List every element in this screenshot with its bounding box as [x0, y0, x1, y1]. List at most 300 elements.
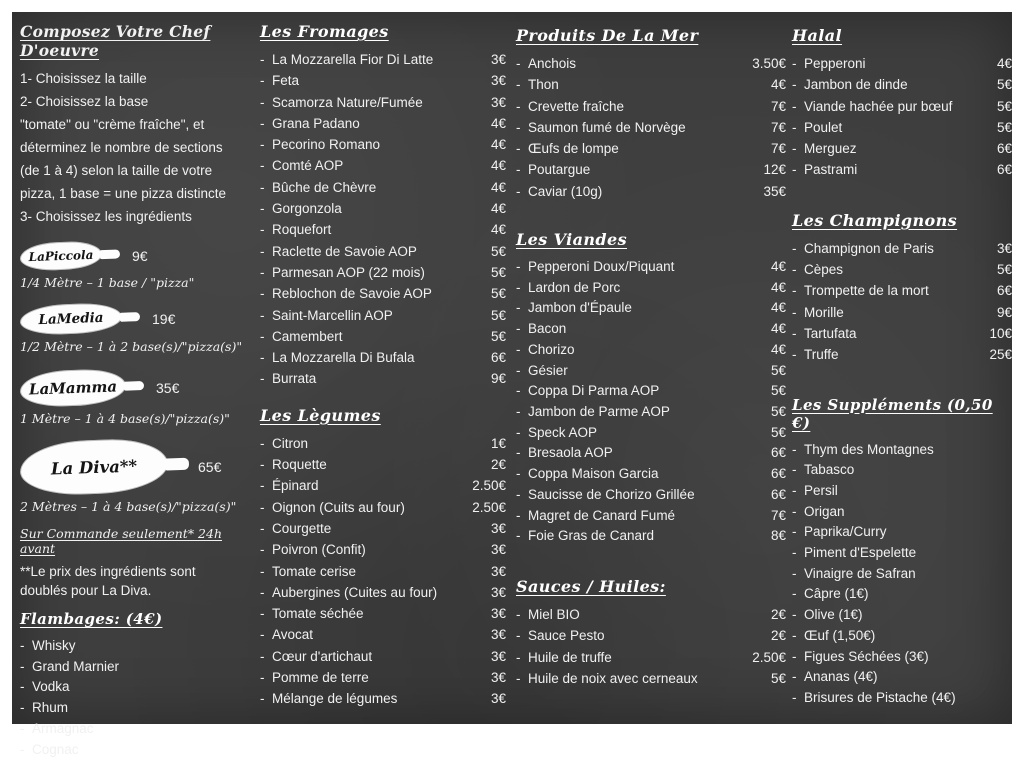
item-price: 3€	[490, 563, 506, 579]
menu-item	[516, 340, 786, 361]
item-price: 2.50€	[472, 499, 506, 515]
item-price: 2.50€	[472, 478, 506, 494]
instruction-line: (de 1 à 4) selon la taille de votre	[20, 163, 213, 178]
menu-item	[260, 92, 506, 113]
item-bullet: -	[260, 563, 265, 579]
pizza-size-mamma	[20, 370, 256, 406]
menu-item	[792, 117, 1012, 138]
item-label: Bacon	[528, 321, 567, 337]
item-label: Bresaola AOP	[528, 445, 613, 461]
menu-item	[516, 668, 786, 689]
item-price: 3€	[996, 240, 1012, 256]
item-label: Trompette de la mort	[804, 283, 929, 299]
menu-item	[792, 481, 1012, 502]
item-bullet: -	[516, 279, 521, 295]
section-sauces	[516, 604, 786, 689]
size-desc: 1/2 Mètre – 1 à 2 base(s)/"pizza(s)"	[20, 339, 243, 354]
item-bullet: -	[516, 404, 521, 419]
item-bullet: -	[260, 371, 265, 387]
item-price: 5€	[996, 262, 1012, 278]
menu-item	[792, 564, 1012, 585]
menu-item	[516, 361, 786, 382]
item-bullet: -	[260, 457, 265, 473]
item-label: Saumon fumé de Norvège	[528, 119, 686, 135]
item-bullet: -	[260, 606, 265, 622]
item-price: 3€	[490, 606, 506, 622]
item-label: Pepperoni	[804, 56, 866, 71]
compose-instructions	[20, 67, 256, 228]
item-label: Thon	[528, 77, 559, 93]
item-price: 3.50€	[752, 56, 786, 71]
menu-item	[516, 526, 786, 547]
item-label: Figues Séchées (3€)	[804, 648, 929, 664]
item-price: 6€	[770, 486, 786, 502]
item-bullet: -	[792, 462, 797, 478]
menu-item	[260, 155, 506, 176]
item-label: Pepperoni Doux/Piquant	[528, 259, 675, 275]
item-price: 10€	[989, 325, 1012, 341]
menu-item	[260, 347, 506, 368]
item-bullet: -	[516, 445, 521, 461]
item-bullet: -	[516, 649, 521, 665]
section-supplements	[792, 440, 1012, 709]
column-halal-champignons-supplements	[792, 12, 1012, 724]
item-bullet: -	[516, 98, 521, 114]
item-bullet: -	[792, 98, 797, 114]
item-bullet: -	[260, 307, 265, 323]
item-label: Camembert	[272, 328, 343, 344]
item-label: Magret de Canard Fumé	[528, 507, 676, 523]
item-bullet: -	[516, 486, 521, 502]
menu-item	[792, 280, 1012, 301]
item-price: 4€	[490, 179, 506, 195]
item-price: 6€	[770, 466, 786, 482]
menu-item	[20, 740, 256, 760]
instruction-line: "tomate" ou "crème fraîche", et	[20, 117, 205, 132]
instruction-line: pizza, 1 base = une pizza distincte	[20, 186, 227, 201]
menu-item	[260, 134, 506, 155]
menu-item	[792, 667, 1012, 688]
item-bullet: -	[260, 243, 265, 259]
item-price: 4€	[996, 56, 1012, 71]
menu-item	[260, 475, 506, 496]
item-bullet: -	[260, 94, 265, 110]
item-label: Oignon (Cuits au four)	[272, 499, 405, 515]
item-price: 3€	[490, 584, 506, 600]
item-bullet: -	[260, 648, 265, 664]
menu-item	[260, 624, 506, 645]
item-price: 35€	[763, 183, 786, 199]
item-bullet: -	[260, 286, 265, 302]
item-bullet: -	[792, 648, 797, 664]
item-label: Tomate cerise	[272, 563, 357, 579]
item-bullet: -	[260, 584, 265, 600]
order-note: Sur Commande seulement* 24h avant	[20, 526, 222, 556]
item-label: Mélange de légumes	[272, 691, 398, 707]
item-label: Huile de noix avec cerneaux	[528, 670, 698, 686]
item-label: Comté AOP	[272, 158, 344, 174]
item-price: 3€	[490, 94, 506, 110]
item-bullet: -	[260, 137, 265, 153]
item-label: Tartufata	[804, 325, 857, 341]
menu-item	[260, 646, 506, 667]
item-price: 5€	[770, 424, 786, 440]
item-label: Grana Padano	[272, 115, 360, 131]
item-bullet: -	[260, 158, 265, 174]
menu-item	[260, 518, 506, 539]
menu-item	[516, 647, 786, 668]
menu-item	[792, 323, 1012, 344]
item-bullet: -	[792, 607, 797, 623]
item-bullet: -	[792, 441, 797, 457]
item-label: Whisky	[32, 638, 76, 653]
item-label: Œuf (1,50€)	[804, 627, 876, 643]
item-label: Anchois	[528, 56, 577, 71]
chalkboard-menu	[12, 12, 1012, 757]
menu-item	[260, 49, 506, 70]
item-bullet: -	[516, 507, 521, 523]
item-bullet: -	[260, 627, 265, 643]
item-price: 25€	[989, 347, 1012, 363]
item-price: 5€	[770, 362, 786, 378]
item-bullet: -	[516, 162, 521, 178]
menu-item	[20, 698, 256, 719]
item-price: 5€	[770, 383, 786, 399]
item-label: Cœur d'artichaut	[272, 648, 373, 664]
item-price: 5€	[490, 328, 506, 344]
item-label: Saucisse de Chorizo Grillée	[528, 486, 695, 502]
menu-item	[516, 402, 786, 423]
item-label: Épinard	[272, 478, 319, 494]
item-bullet: -	[20, 658, 25, 674]
menu-item	[792, 53, 1012, 74]
item-bullet: -	[516, 77, 521, 93]
section-title-fromages: Les Fromages	[260, 22, 389, 41]
menu-item	[792, 688, 1012, 709]
item-bullet: -	[516, 119, 521, 135]
item-price: 6€	[996, 283, 1012, 299]
menu-item	[260, 241, 506, 262]
item-label: Poutargue	[528, 162, 591, 178]
menu-item	[516, 625, 786, 646]
section-title-supplements: Les Suppléments (0,50 €)	[792, 395, 993, 432]
item-bullet: -	[516, 628, 521, 644]
menu-item	[792, 605, 1012, 626]
item-bullet: -	[516, 362, 521, 378]
item-bullet: -	[260, 222, 265, 238]
item-label: Tomate séchée	[272, 606, 364, 622]
item-price: 3€	[490, 691, 506, 707]
item-price: 9€	[996, 304, 1012, 320]
item-bullet: -	[260, 264, 265, 280]
menu-item	[792, 626, 1012, 647]
item-price: 6€	[490, 350, 506, 366]
item-label: Huile de truffe	[528, 649, 612, 665]
item-price: 7€	[770, 119, 786, 135]
item-price: 6€	[996, 141, 1012, 157]
pizza-paddle-icon	[19, 437, 169, 496]
item-bullet: -	[792, 482, 797, 498]
menu-item	[516, 443, 786, 464]
item-bullet: -	[260, 328, 265, 344]
menu-item	[516, 96, 786, 117]
menu-item	[516, 257, 786, 278]
item-bullet: -	[792, 627, 797, 643]
item-bullet: -	[260, 201, 265, 217]
menu-item	[260, 368, 506, 389]
item-price: 3€	[490, 73, 506, 89]
item-label: Burrata	[272, 371, 317, 387]
item-bullet: -	[516, 141, 521, 157]
item-bullet: -	[260, 520, 265, 536]
pizza-paddle-icon	[19, 368, 126, 408]
size-price: 19€	[152, 311, 176, 327]
item-price: 3€	[490, 52, 506, 67]
price-note-line: **Le prix des ingrédients sont	[20, 564, 196, 579]
item-bullet: -	[792, 77, 797, 93]
item-label: Aubergines (Cuites au four)	[272, 584, 438, 600]
item-bullet: -	[20, 700, 25, 716]
item-bullet: -	[20, 741, 25, 757]
item-price: 9€	[490, 371, 506, 387]
item-bullet: -	[792, 304, 797, 320]
pizza-size-media	[20, 304, 256, 334]
item-price: 3€	[490, 670, 506, 686]
menu-item	[516, 506, 786, 527]
item-price: 3€	[490, 627, 506, 643]
item-bullet: -	[516, 341, 521, 357]
item-label: Courgette	[272, 520, 332, 536]
menu-item	[516, 298, 786, 319]
size-name: LaMamma	[28, 377, 118, 399]
item-label: Tabasco	[804, 462, 855, 478]
item-price: 5€	[770, 404, 786, 419]
item-bullet: -	[260, 52, 265, 67]
item-label: Pastrami	[804, 162, 858, 178]
item-price: 2€	[490, 457, 506, 473]
item-label: Merguez	[804, 141, 857, 157]
item-label: Raclette de Savoie AOP	[272, 243, 417, 259]
item-label: Poulet	[804, 119, 843, 135]
column-fromages-legumes	[260, 12, 506, 724]
item-bullet: -	[260, 179, 265, 195]
compose-title: Composez Votre Chef D'oeuvre	[20, 22, 211, 60]
item-label: Armagnac	[32, 720, 94, 736]
item-bullet: -	[516, 528, 521, 544]
pizza-size-diva	[20, 440, 256, 494]
item-price: 5€	[490, 286, 506, 302]
item-price: 8€	[770, 528, 786, 544]
menu-item	[516, 278, 786, 299]
menu-item	[260, 219, 506, 240]
item-bullet: -	[792, 325, 797, 341]
item-price: 5€	[490, 307, 506, 323]
item-bullet: -	[20, 638, 25, 653]
item-label: Piment d'Espelette	[804, 545, 917, 561]
item-price: 5€	[490, 243, 506, 259]
item-bullet: -	[516, 424, 521, 440]
menu-item	[516, 117, 786, 138]
menu-item	[792, 543, 1012, 564]
item-label: Reblochon de Savoie AOP	[272, 286, 432, 302]
item-bullet: -	[260, 115, 265, 131]
item-bullet: -	[792, 162, 797, 178]
price-note-line: doublés pour La Diva.	[20, 583, 152, 598]
item-label: Roquefort	[272, 222, 332, 238]
item-label: Câpre (1€)	[804, 586, 869, 602]
menu-item	[516, 319, 786, 340]
menu-item	[20, 657, 256, 678]
item-price: 3€	[490, 542, 506, 558]
item-label: Rhum	[32, 700, 69, 716]
section-title-legumes: Les Lègumes	[260, 405, 381, 425]
item-bullet: -	[20, 720, 25, 736]
menu-item	[20, 677, 256, 698]
menu-item	[260, 433, 506, 454]
item-label: Bûche de Chèvre	[272, 179, 377, 195]
pizza-paddle-icon	[20, 302, 123, 336]
item-label: Parmesan AOP (22 mois)	[272, 264, 425, 280]
menu-item	[792, 440, 1012, 461]
item-label: Sauce Pesto	[528, 628, 605, 644]
item-bullet: -	[792, 565, 797, 581]
item-label: Crevette fraîche	[528, 98, 625, 114]
item-label: Vinaigre de Safran	[804, 565, 916, 581]
item-bullet: -	[516, 466, 521, 482]
item-label: Paprika/Curry	[804, 524, 887, 540]
item-label: Gorgonzola	[272, 201, 342, 217]
item-bullet: -	[792, 262, 797, 278]
menu-item	[792, 96, 1012, 117]
item-label: Miel BIO	[528, 606, 580, 622]
item-price: 2€	[770, 606, 786, 622]
size-price: 35€	[156, 380, 180, 396]
item-label: Jambon d'Épaule	[528, 300, 632, 316]
menu-item	[260, 497, 506, 518]
item-bullet: -	[792, 347, 797, 363]
menu-item	[792, 159, 1012, 180]
item-bullet: -	[260, 499, 265, 515]
menu-item	[516, 381, 786, 402]
size-name: LaPiccola	[28, 247, 94, 265]
section-title-flambages: Flambages: (4€)	[20, 610, 163, 628]
menu-item	[260, 198, 506, 219]
item-bullet: -	[516, 300, 521, 316]
price-note	[20, 562, 256, 600]
item-label: Cèpes	[804, 262, 844, 278]
menu-item	[792, 302, 1012, 323]
item-price: 3€	[490, 648, 506, 664]
menu-item	[792, 74, 1012, 95]
size-name: La Diva**	[50, 456, 138, 478]
item-price: 7€	[770, 141, 786, 157]
item-label: Persil	[804, 482, 838, 498]
menu-item	[516, 485, 786, 506]
item-bullet: -	[792, 545, 797, 561]
item-bullet: -	[516, 321, 521, 337]
section-flambages	[20, 636, 256, 760]
size-desc: 1 Mètre – 1 à 4 base(s)/"pizza(s)"	[20, 411, 230, 426]
menu-item	[260, 688, 506, 709]
item-bullet: -	[260, 478, 265, 494]
item-price: 4€	[490, 158, 506, 174]
item-label: Pomme de terre	[272, 670, 369, 686]
item-label: Origan	[804, 503, 845, 519]
item-price: 4€	[770, 279, 786, 295]
item-label: Brisures de Pistache (4€)	[804, 690, 956, 705]
item-price: 5€	[770, 670, 786, 686]
item-label: Coppa Di Parma AOP	[528, 383, 660, 399]
item-bullet: -	[792, 119, 797, 135]
section-mer	[516, 53, 786, 202]
menu-item	[516, 464, 786, 485]
section-title-viandes: Les Viandes	[516, 230, 627, 250]
item-price: 5€	[996, 98, 1012, 114]
instruction-line: 3- Choisissez les ingrédients	[20, 209, 192, 224]
section-title-mer: Produits De La Mer	[516, 26, 699, 45]
item-bullet: -	[20, 679, 25, 695]
item-bullet: -	[792, 524, 797, 540]
item-bullet: -	[516, 183, 521, 199]
item-label: Œufs de lompe	[528, 141, 619, 157]
size-price: 9€	[132, 248, 148, 264]
section-viandes	[516, 257, 786, 547]
menu-item	[260, 582, 506, 603]
item-bullet: -	[792, 586, 797, 602]
size-price: 65€	[198, 459, 222, 475]
item-bullet: -	[516, 56, 521, 71]
menu-item	[20, 719, 256, 740]
menu-item	[792, 502, 1012, 523]
item-bullet: -	[260, 350, 265, 366]
item-price: 5€	[996, 119, 1012, 135]
item-bullet: -	[792, 283, 797, 299]
menu-item	[260, 305, 506, 326]
column-mer-viandes-sauces	[516, 12, 786, 724]
item-price: 1€	[490, 435, 506, 451]
menu-item	[516, 138, 786, 159]
item-bullet: -	[260, 670, 265, 686]
item-bullet: -	[516, 670, 521, 686]
menu-item	[260, 283, 506, 304]
size-desc: 1/4 Mètre – 1 base / "pizza"	[20, 275, 195, 290]
item-bullet: -	[792, 669, 797, 685]
section-title-halal: Halal	[792, 26, 843, 45]
item-price: 4€	[490, 201, 506, 217]
menu-item	[516, 604, 786, 625]
item-price: 12€	[763, 162, 786, 178]
item-label: Feta	[272, 73, 300, 89]
item-label: Morille	[804, 304, 844, 320]
item-price: 3€	[490, 520, 506, 536]
item-label: Caviar (10g)	[528, 183, 603, 199]
menu-item	[260, 667, 506, 688]
item-label: Thym des Montagnes	[804, 441, 934, 457]
size-name: LaMedia	[38, 309, 104, 329]
item-price: 4€	[770, 321, 786, 337]
item-label: Speck AOP	[528, 424, 598, 440]
item-price: 5€	[490, 264, 506, 280]
item-price: 4€	[770, 259, 786, 275]
item-label: Viande hachée pur bœuf	[804, 98, 953, 114]
section-fromages	[260, 49, 506, 390]
item-label: Lardon de Porc	[528, 279, 621, 295]
item-bullet: -	[516, 383, 521, 399]
menu-item	[260, 454, 506, 475]
item-bullet: -	[792, 141, 797, 157]
item-bullet: -	[516, 606, 521, 622]
column-compose	[20, 12, 256, 757]
